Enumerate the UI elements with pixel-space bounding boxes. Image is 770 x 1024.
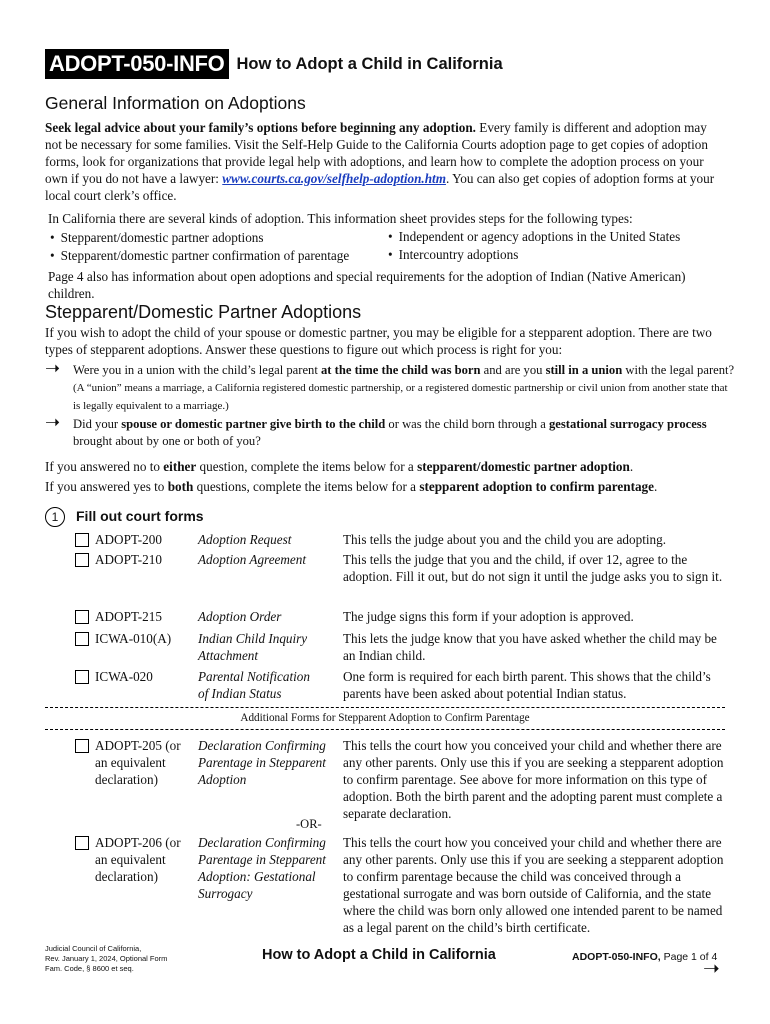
types-intro: In California there are several kinds of adoption. This information sheet provides steps for the following types:: [48, 211, 633, 226]
form-title: How to Adopt a Child in California: [236, 54, 503, 73]
form-id: ADOPT-050-INFO: [45, 49, 229, 79]
intro-bold: Seek legal advice about your family’s options before beginning any adoption.: [45, 120, 476, 135]
next-page-arrow-icon[interactable]: ➝: [703, 956, 720, 980]
step-title: Fill out court forms: [76, 508, 204, 524]
union-note: (A “union” means a marriage, a California registered domestic partnership, or a registered domestic partnership or civil union from another state that is legally equivalent to a marriage.): [73, 382, 728, 412]
divider: [45, 707, 725, 708]
page4-note: Page 4 also has information about open adoptions and special requirements for the adoption of Indian (Native American) children.: [48, 269, 686, 301]
intro-tail: . You can also get copies of adoption forms at your local court clerk’s office.: [45, 171, 715, 203]
answer-no: If you answered no to either question, complete the items below for a stepparent/domestic partner adoption.: [45, 459, 634, 474]
additional-forms-heading: Additional Forms for Stepparent Adoption to Confirm Parentage: [240, 712, 530, 724]
type-item: • Stepparent/domestic partner confirmation of parentage: [50, 247, 349, 264]
step-number: 1: [45, 507, 65, 527]
general-heading: General Information on Adoptions: [45, 93, 306, 113]
type-item: • Stepparent/domestic partner adoptions: [50, 229, 264, 246]
general-intro: [45, 119, 725, 204]
right-arrow-icon: ➝: [45, 412, 61, 433]
footer-title: How to Adopt a Child in California: [262, 947, 496, 963]
type-item: • Independent or agency adoptions in the United States: [388, 228, 680, 245]
footer-page-info: ADOPT-050-INFO, Page 1 of 4: [572, 951, 718, 963]
question-1: ➝ Were you in a union with the child’s legal parent at the time the child was born and are you still in a union with the legal parent? (A “union” means a marriage, a California registered domestic partnership, or a registered domestic partnership or civil union from another state that is legally equivalent to a marriage.): [45, 358, 735, 412]
checkbox-icon[interactable]: [75, 553, 89, 567]
checkbox-icon[interactable]: [75, 632, 89, 646]
form-header: [45, 48, 503, 80]
right-arrow-icon: ➝: [45, 358, 61, 379]
checkbox-icon[interactable]: [75, 836, 89, 850]
divider: [45, 729, 725, 730]
type-item: • Intercountry adoptions: [388, 246, 518, 263]
question-2: ➝ Did your spouse or domestic partner give birth to the child or was the child born through a gestational surrogacy process brought about by one or both of you?: [45, 412, 707, 448]
checkbox-icon[interactable]: [75, 610, 89, 624]
intro-rest: Every family is different and adoption may not be necessary for some families. Visit the Self-Help Guide to the California Courts adoption page to get copies of adoption forms, look for organizations that provide legal help with adoptions, and learn how to complete the adoption process on your own if you do not have a lawyer:: [45, 120, 708, 186]
selfhelp-link[interactable]: www.courts.ca.gov/selfhelp-adoption.htm: [222, 171, 446, 186]
checkbox-icon[interactable]: [75, 533, 89, 547]
document-page: ADOPT-050-INFO How to Adopt a Child in California General Information on Adoptions Seek legal advice about your family’s options before beginning any adoption. Every family is different and adoption may not be necessary for some families. Visit the Self-Help Guide to the California Courts adoption page to get copies of adoption forms, look for organizations that provide legal help with adoptions, and learn how to complete the adoption process on your own if you do not have a lawyer: www.courts.ca.gov/selfhelp-adoption.htm. You can also get copies of adoption forms at your local court clerk’s office. In California there are several kinds of adoption. This information sheet provides steps for the following types: • Stepparent/domestic partner adoptions • Stepparent/domestic partner confirmation of parentage • Independent or agency adoptions in the United States • Intercountry adoptions Page 4 also has information about open adoptions and special requirements for the adoption of Indian (Native American) children. Stepparent/Domestic Partner Adoptions If you wish to adopt the child of your spouse or domestic partner, you may be eligible for a stepparent adoption. There are two types of stepparent adoptions. Answer these questions to figure out which process is right for you: ➝ Were you in a union with the child’s legal parent at the time the child was born and are you still in a union with the legal parent? (A “union” means a marriage, a California registered domestic partnership, or a registered domestic partnership or civil union from another state that is legally equivalent to a marriage.) ➝ Did your spouse or domestic partner give birth to the child or was the child born through a gestational surrogacy process brought about by one or both of you? If you answered no to either question, complete the items below for a stepparent/domestic partner adoption. If you answered yes to both questions, complete the items below for a stepparent adoption to confirm parentage. 1 Fill out court forms ADOPT-200 Adoption Request This tells the judge about you and the child you are adopting. ADOPT-210 Adoption Agreement This tells the judge that you and the child, if over 12, agree to the adoption. Fill it out, but do not sign it until the judge asks you to sign it. ADOPT-215 Adoption Order The judge signs this form if your adoption is approved. ICWA-010(A) Indian Child Inquiry Attachment This lets the judge know that you have asked whether the child may be an Indian child. ICWA-020 Parental Notification of Indian Status One form is required for each birth parent. This shows that the child’s parents have been asked about potential Indian status. Additional Forms for Stepparent Adoption to Confirm Parentage ADOPT-205 (or an equivalent declaration) Declaration Confirming Parentage in Stepparent Adoption This tells the court how you conceived your child and whether there are any other parents. Only use this if you are seeking a stepparent adoption to confirm parentage. See above for more information on this type of adoption. Both the birth parent and the adopting parent must complete a separate declaration. -OR- ADOPT-206 (or an equivalent declaration) Declaration Confirming Parentage in Stepparent Adoption: Gestational Surrogacy This tells the court how you conceived your child and whether there are any other parents. Only use this if you are seeking a stepparent adoption to confirm parentage because the child was conceived through a gestational surrogate and was born outside of California, and the state where the child was born only allowed one intended parent to be named as a legal parent on the child’s birth certificate. Judicial Council of California, Rev. January 1, 2024, Optional Form Fam. Code, § 8600 et seq. How to Adopt a Child in California ADOPT-050-INFO, Page 1 of 4 ➝: [0, 0, 770, 1024]
footer-info: Judicial Council of California, Rev. January 1, 2024, Optional Form Fam. Code, § 8600 et seq.: [45, 944, 168, 973]
checkbox-icon[interactable]: [75, 670, 89, 684]
checkbox-icon[interactable]: [75, 739, 89, 753]
stepparent-heading: Stepparent/Domestic Partner Adoptions: [45, 302, 362, 322]
answer-yes: If you answered yes to both questions, complete the items below for a stepparent adoption to confirm parentage.: [45, 479, 658, 494]
or-separator: -OR-: [296, 817, 322, 831]
stepparent-intro: If you wish to adopt the child of your spouse or domestic partner, you may be eligible for a stepparent adoption. There are two types of stepparent adoptions. Answer these questions to figure out which process is right for you:: [45, 325, 712, 357]
